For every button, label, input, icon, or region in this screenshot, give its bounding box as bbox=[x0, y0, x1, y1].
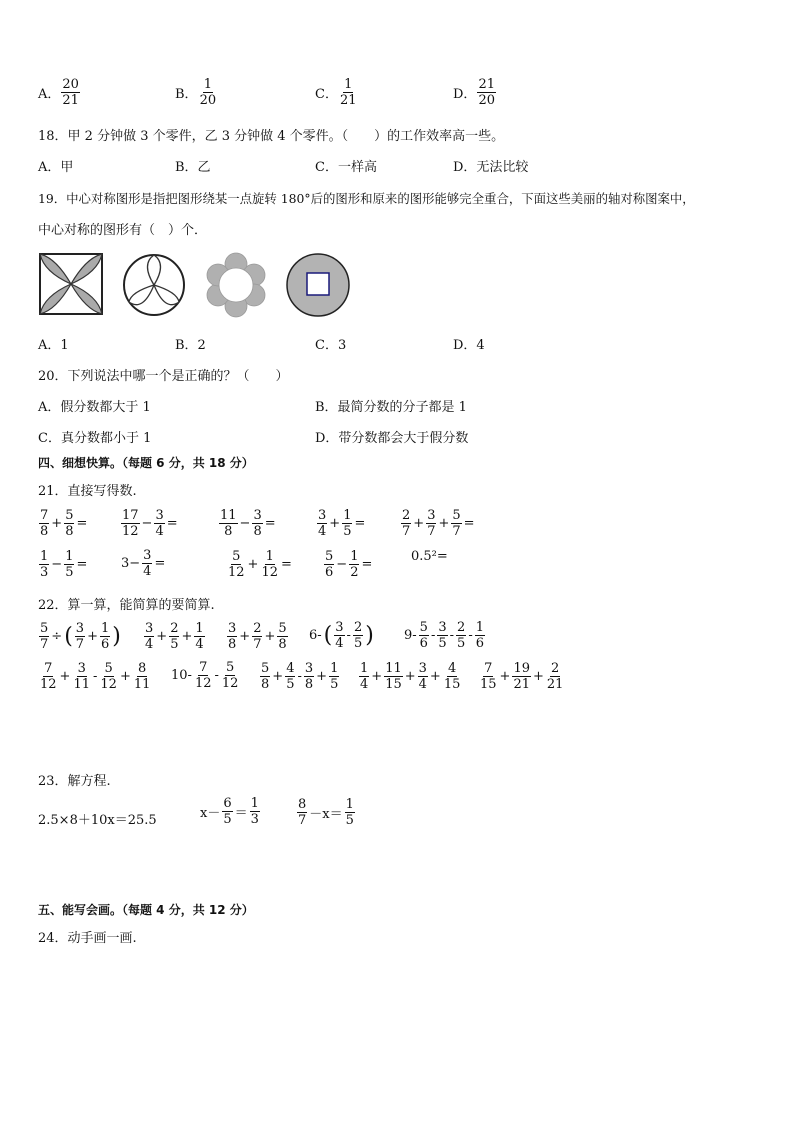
q18-option-b: B．乙 bbox=[175, 160, 211, 175]
numerator: 8 bbox=[137, 661, 147, 676]
calc-item bbox=[120, 508, 179, 538]
operator: - bbox=[297, 669, 302, 684]
denominator: 5 bbox=[65, 565, 74, 580]
fraction bbox=[260, 662, 270, 691]
numerator: 3 bbox=[77, 661, 86, 676]
fraction bbox=[221, 661, 240, 690]
fraction bbox=[349, 550, 359, 579]
denominator: 4 bbox=[418, 677, 427, 692]
fraction bbox=[133, 662, 152, 691]
fraction bbox=[252, 622, 262, 651]
numerator: 3 bbox=[155, 508, 164, 523]
fraction bbox=[353, 621, 363, 650]
denominator: 15 bbox=[480, 677, 497, 692]
expression bbox=[308, 621, 375, 650]
q19-option-d: D．4 bbox=[453, 338, 485, 353]
expression bbox=[38, 509, 88, 538]
calc-item bbox=[218, 508, 277, 538]
numerator: 5 bbox=[452, 508, 461, 523]
expression bbox=[358, 662, 462, 691]
numerator: 2 bbox=[253, 621, 262, 636]
numerator: 5 bbox=[226, 660, 235, 675]
numerator: 1 bbox=[343, 508, 352, 523]
numerator: 1 bbox=[250, 796, 259, 811]
numerator: 19 bbox=[513, 661, 530, 676]
figure-coin bbox=[285, 252, 351, 318]
denominator: 5 bbox=[353, 636, 363, 651]
fraction: $\frac{21}{20}$ bbox=[478, 77, 495, 108]
operator: - bbox=[214, 668, 219, 683]
numerator: 7 bbox=[484, 661, 493, 676]
q23-equation-1: 2.5×8＋10x＝25.5 bbox=[38, 813, 157, 828]
fraction bbox=[72, 662, 91, 691]
fraction bbox=[250, 797, 260, 826]
numerator: 1 bbox=[360, 661, 369, 676]
expression bbox=[199, 797, 261, 826]
numerator: 5 bbox=[419, 620, 428, 635]
denominator: 7 bbox=[452, 524, 461, 539]
operator: + bbox=[239, 629, 251, 644]
operator: + bbox=[119, 669, 131, 684]
fraction bbox=[154, 509, 164, 538]
fraction bbox=[304, 662, 314, 691]
calc-item bbox=[38, 549, 88, 579]
expression bbox=[400, 509, 476, 538]
q20-option-d: D．带分数都会大于假分数 bbox=[315, 431, 469, 446]
denominator: 12 bbox=[122, 524, 139, 539]
operator: + bbox=[371, 669, 383, 684]
operator: + bbox=[429, 669, 441, 684]
numerator: 3 bbox=[145, 621, 154, 636]
fraction bbox=[443, 662, 462, 691]
denominator: 5 bbox=[223, 812, 232, 827]
expression bbox=[323, 550, 373, 579]
fraction bbox=[437, 621, 447, 650]
fraction bbox=[39, 662, 58, 691]
denominator: 8 bbox=[224, 524, 233, 539]
denominator: 11 bbox=[133, 677, 151, 692]
fraction: $\frac{1}{21}$ bbox=[339, 77, 357, 108]
fraction bbox=[317, 509, 327, 538]
parenthesis: ( bbox=[64, 623, 73, 649]
fraction bbox=[222, 797, 232, 826]
fraction bbox=[227, 622, 237, 651]
denominator: 7 bbox=[298, 813, 307, 828]
q22-title: 22．算一算，能简算的要简算. bbox=[38, 598, 215, 613]
numerator: 1 bbox=[345, 797, 354, 812]
fraction bbox=[426, 509, 436, 538]
expression bbox=[170, 661, 240, 690]
parenthesis: ) bbox=[112, 623, 121, 649]
numerator: 3 bbox=[304, 661, 314, 676]
q19-option-b: B．2 bbox=[175, 338, 206, 353]
fraction bbox=[99, 662, 118, 691]
q20-text: 20．下列说法中哪一个是正确的？（ ） bbox=[38, 369, 289, 384]
calc-item bbox=[410, 549, 449, 564]
numerator: 3 bbox=[427, 508, 436, 523]
operator: + bbox=[264, 629, 276, 644]
denominator: 8 bbox=[65, 524, 74, 539]
calc-item bbox=[403, 621, 486, 650]
denominator: 21 bbox=[546, 677, 564, 692]
fraction bbox=[39, 509, 49, 538]
numerator: 3 bbox=[418, 661, 427, 676]
denominator: 4 bbox=[318, 524, 327, 539]
denominator: 4 bbox=[335, 636, 344, 651]
operator: = bbox=[264, 516, 276, 531]
figure-circle-three-petals bbox=[121, 252, 187, 318]
fraction bbox=[401, 509, 411, 538]
numerator: 3 bbox=[228, 621, 237, 636]
operator: + bbox=[316, 669, 328, 684]
expression bbox=[120, 509, 179, 538]
calc-item bbox=[143, 621, 206, 651]
denominator: 15 bbox=[385, 677, 402, 692]
q18-text: 18．甲 2 分钟做 3 个零件，乙 3 分钟做 4 个零件。（ ）的工作效率高一些。 bbox=[38, 129, 505, 144]
denominator: 7 bbox=[402, 524, 411, 539]
denominator: 7 bbox=[40, 637, 49, 652]
denominator: 7 bbox=[75, 637, 85, 652]
fraction bbox=[260, 550, 279, 579]
expression bbox=[226, 622, 289, 651]
denominator: 21 bbox=[513, 677, 530, 692]
fraction bbox=[329, 662, 339, 691]
operator: + bbox=[533, 669, 544, 684]
denominator: 4 bbox=[360, 677, 369, 692]
q19-option-a: A．1 bbox=[38, 338, 69, 353]
fraction bbox=[252, 509, 262, 538]
denominator: 5 bbox=[286, 677, 295, 692]
operator: = bbox=[361, 557, 373, 572]
q19-text-line1: 19．中心对称图形是指把图形绕某一点旋转 180°后的图形和原来的图形能够完全重合，下面这些美丽的轴对称图案中， bbox=[38, 191, 695, 206]
operator: − bbox=[51, 557, 63, 572]
operator: = bbox=[463, 516, 475, 531]
numerator: 5 bbox=[65, 508, 74, 523]
numerator: 5 bbox=[278, 621, 287, 636]
denominator: 5 bbox=[330, 677, 339, 692]
fraction bbox=[359, 662, 369, 691]
numerator: 1 bbox=[265, 549, 274, 564]
operator: + bbox=[329, 516, 341, 531]
operator: －x＝ bbox=[309, 807, 343, 822]
operator: = bbox=[354, 516, 366, 531]
operator: = bbox=[166, 516, 178, 531]
parenthesis: ( bbox=[323, 622, 333, 648]
denominator: 5 bbox=[343, 524, 352, 539]
denominator: 6 bbox=[100, 637, 110, 652]
operator: ＝ bbox=[234, 806, 248, 821]
operator: + bbox=[247, 557, 259, 572]
denominator: 12 bbox=[221, 676, 239, 691]
fraction bbox=[456, 621, 466, 650]
denominator: 4 bbox=[155, 524, 164, 539]
numerator: 5 bbox=[232, 549, 241, 564]
operator: ÷ bbox=[51, 629, 63, 644]
numerator: 4 bbox=[286, 661, 295, 676]
calc-item bbox=[226, 621, 289, 651]
calc-item bbox=[316, 508, 366, 538]
calc-item bbox=[478, 661, 565, 691]
denominator: 7 bbox=[253, 637, 262, 652]
expression bbox=[403, 621, 486, 650]
fraction bbox=[345, 798, 355, 827]
fraction bbox=[39, 550, 49, 579]
figure-square-petals bbox=[38, 252, 104, 316]
expression bbox=[38, 550, 88, 579]
denominator: 3 bbox=[40, 565, 49, 580]
numerator: 7 bbox=[44, 661, 53, 676]
fraction bbox=[334, 621, 344, 650]
section-5-heading: 五、能写会画。（每题 4 分，共 12 分） bbox=[38, 903, 254, 917]
fraction bbox=[475, 621, 485, 650]
denominator: 6 bbox=[419, 636, 428, 651]
calc-item bbox=[400, 508, 476, 538]
expression bbox=[259, 662, 340, 691]
q19-text-line2: 中心对称的图形有（ ）个． bbox=[38, 223, 208, 238]
fraction bbox=[64, 550, 74, 579]
denominator: 12 bbox=[228, 565, 245, 580]
numerator: 3 bbox=[75, 621, 85, 636]
fraction bbox=[144, 622, 154, 651]
numerator: 17 bbox=[122, 508, 139, 523]
denominator: 12 bbox=[261, 565, 278, 580]
fraction bbox=[39, 622, 49, 651]
q17-option-b: B． $\frac{1}{20}$ bbox=[175, 77, 217, 108]
fraction bbox=[479, 662, 498, 691]
q21-title: 21．直接写得数. bbox=[38, 484, 137, 499]
q17-option-d: D． $\frac{21}{20}$ bbox=[453, 77, 495, 108]
q23-equation-2 bbox=[199, 797, 261, 826]
section-4-heading: 四、细想快算。（每题 6 分，共 18 分） bbox=[38, 456, 254, 470]
calc-item bbox=[38, 661, 152, 691]
operator: + bbox=[51, 516, 63, 531]
fraction bbox=[419, 621, 429, 650]
expression bbox=[143, 622, 206, 651]
operator: 6- bbox=[309, 628, 322, 643]
q23-title: 23．解方程. bbox=[38, 774, 111, 789]
numerator: 6 bbox=[223, 796, 232, 811]
denominator: 4 bbox=[145, 637, 154, 652]
numerator: 5 bbox=[40, 621, 49, 636]
denominator: 5 bbox=[457, 636, 466, 651]
fraction bbox=[512, 662, 531, 691]
figure-flower bbox=[203, 252, 269, 318]
fraction bbox=[142, 549, 152, 578]
numerator: 2 bbox=[457, 620, 466, 635]
operator: = bbox=[154, 556, 166, 571]
operator: + bbox=[59, 669, 71, 684]
operator: = bbox=[281, 557, 292, 572]
denominator: 8 bbox=[304, 677, 314, 692]
operator: + bbox=[156, 629, 168, 644]
operator: + bbox=[181, 629, 193, 644]
expression bbox=[410, 549, 449, 564]
fraction bbox=[418, 662, 428, 691]
operator: x－ bbox=[200, 806, 221, 821]
operator: = bbox=[76, 557, 88, 572]
denominator: 6 bbox=[325, 565, 334, 580]
fraction bbox=[75, 622, 85, 651]
numerator: 5 bbox=[261, 661, 270, 676]
denominator: 8 bbox=[40, 524, 49, 539]
numerator: 7 bbox=[199, 660, 208, 675]
fraction bbox=[121, 509, 140, 538]
numerator: 11 bbox=[220, 508, 237, 523]
numerator: 2 bbox=[402, 508, 411, 523]
denominator: 6 bbox=[475, 636, 485, 651]
operator: + bbox=[413, 516, 425, 531]
calc-item bbox=[259, 661, 340, 691]
numerator: 1 bbox=[195, 621, 204, 636]
denominator: 8 bbox=[261, 677, 270, 692]
numerator: 3 bbox=[253, 508, 262, 523]
denominator: 11 bbox=[73, 677, 90, 692]
expression bbox=[226, 550, 293, 579]
fraction bbox=[169, 622, 179, 651]
denominator: 3 bbox=[250, 812, 259, 827]
numerator: 5 bbox=[104, 661, 113, 676]
q19-option-c: C．3 bbox=[315, 338, 347, 353]
fraction bbox=[227, 550, 246, 579]
operator: − bbox=[141, 516, 153, 531]
q18-option-c: C．一样高 bbox=[315, 160, 377, 175]
operator: − bbox=[336, 557, 348, 572]
calc-item bbox=[38, 508, 88, 538]
fraction bbox=[277, 622, 287, 651]
expression bbox=[218, 509, 277, 538]
operator: - bbox=[346, 628, 351, 643]
denominator: 5 bbox=[438, 636, 447, 651]
numerator: 3 bbox=[318, 508, 327, 523]
calc-item bbox=[38, 621, 122, 651]
numerator: 1 bbox=[475, 620, 485, 635]
expression bbox=[38, 622, 122, 651]
denominator: 5 bbox=[170, 637, 179, 652]
numerator: 3 bbox=[335, 620, 344, 635]
operator: + bbox=[499, 669, 511, 684]
fraction bbox=[342, 509, 352, 538]
denominator: 2 bbox=[350, 565, 359, 580]
operator: 0.5²= bbox=[411, 549, 448, 564]
numerator: 2 bbox=[551, 661, 560, 676]
operator: + bbox=[438, 516, 450, 531]
numerator: 4 bbox=[447, 661, 457, 676]
parenthesis: ) bbox=[365, 622, 374, 648]
operator: − bbox=[239, 516, 251, 531]
calc-item bbox=[358, 661, 462, 691]
operator: - bbox=[93, 669, 98, 684]
fraction bbox=[100, 622, 110, 651]
expression bbox=[296, 798, 356, 827]
numerator: 1 bbox=[100, 621, 110, 636]
numerator: 2 bbox=[170, 621, 179, 636]
denominator: 4 bbox=[195, 637, 204, 652]
q23-equation-3 bbox=[296, 797, 356, 827]
fraction bbox=[285, 662, 295, 691]
numerator: 8 bbox=[298, 797, 307, 812]
q20-option-a: A．假分数都大于 1 bbox=[38, 400, 151, 415]
numerator: 7 bbox=[40, 508, 49, 523]
numerator: 11 bbox=[385, 661, 402, 676]
fraction bbox=[297, 798, 307, 827]
numerator: 1 bbox=[330, 661, 339, 676]
numerator: 1 bbox=[65, 549, 74, 564]
q18-option-d: D．无法比较 bbox=[453, 160, 529, 175]
fraction: $\frac{1}{20}$ bbox=[199, 77, 217, 108]
fraction: $\frac{20}{21}$ bbox=[62, 77, 79, 108]
operator: - bbox=[449, 628, 455, 643]
operator: + bbox=[272, 669, 284, 684]
operator: 10- bbox=[171, 668, 192, 683]
numerator: 3 bbox=[143, 548, 152, 563]
numerator: 5 bbox=[325, 549, 334, 564]
denominator: 12 bbox=[40, 677, 57, 692]
numerator: 3 bbox=[438, 620, 447, 635]
expression bbox=[316, 509, 366, 538]
expression bbox=[38, 662, 152, 691]
q20-option-c: C．真分数都小于 1 bbox=[38, 431, 152, 446]
numerator: 2 bbox=[353, 620, 363, 635]
calc-item bbox=[120, 549, 166, 578]
denominator: 12 bbox=[194, 676, 212, 691]
operator: - bbox=[430, 628, 436, 643]
fraction bbox=[64, 509, 74, 538]
fraction bbox=[194, 661, 213, 690]
numerator: 1 bbox=[40, 549, 49, 564]
q18-option-a: A．甲 bbox=[38, 160, 74, 175]
operator: + bbox=[87, 629, 98, 644]
denominator: 12 bbox=[100, 677, 117, 692]
denominator: 8 bbox=[253, 524, 262, 539]
expression bbox=[478, 662, 565, 691]
fraction bbox=[219, 509, 238, 538]
fraction bbox=[324, 550, 334, 579]
q17-option-c: C． $\frac{1}{21}$ bbox=[315, 77, 357, 108]
q20-option-b: B．最简分数的分子都是 1 bbox=[315, 400, 467, 415]
operator: 9- bbox=[404, 628, 417, 643]
operator: - bbox=[468, 628, 473, 643]
q17-option-a: A． $\frac{20}{21}$ bbox=[38, 77, 79, 108]
fraction bbox=[451, 509, 461, 538]
denominator: 8 bbox=[278, 637, 287, 652]
denominator: 15 bbox=[443, 677, 461, 692]
numerator: 1 bbox=[350, 549, 359, 564]
calc-item bbox=[323, 549, 373, 579]
calc-item bbox=[226, 549, 293, 579]
calc-item bbox=[170, 661, 240, 690]
q24-text: 24．动手画一画. bbox=[38, 931, 137, 946]
operator: = bbox=[76, 516, 88, 531]
calc-item bbox=[308, 621, 375, 650]
fraction bbox=[194, 622, 204, 651]
denominator: 5 bbox=[345, 813, 354, 828]
fraction bbox=[384, 662, 403, 691]
denominator: 4 bbox=[143, 564, 152, 579]
expression bbox=[120, 549, 166, 578]
operator: 3− bbox=[121, 556, 141, 571]
denominator: 7 bbox=[427, 524, 436, 539]
fraction bbox=[546, 662, 565, 691]
denominator: 8 bbox=[228, 637, 237, 652]
operator: + bbox=[404, 669, 416, 684]
